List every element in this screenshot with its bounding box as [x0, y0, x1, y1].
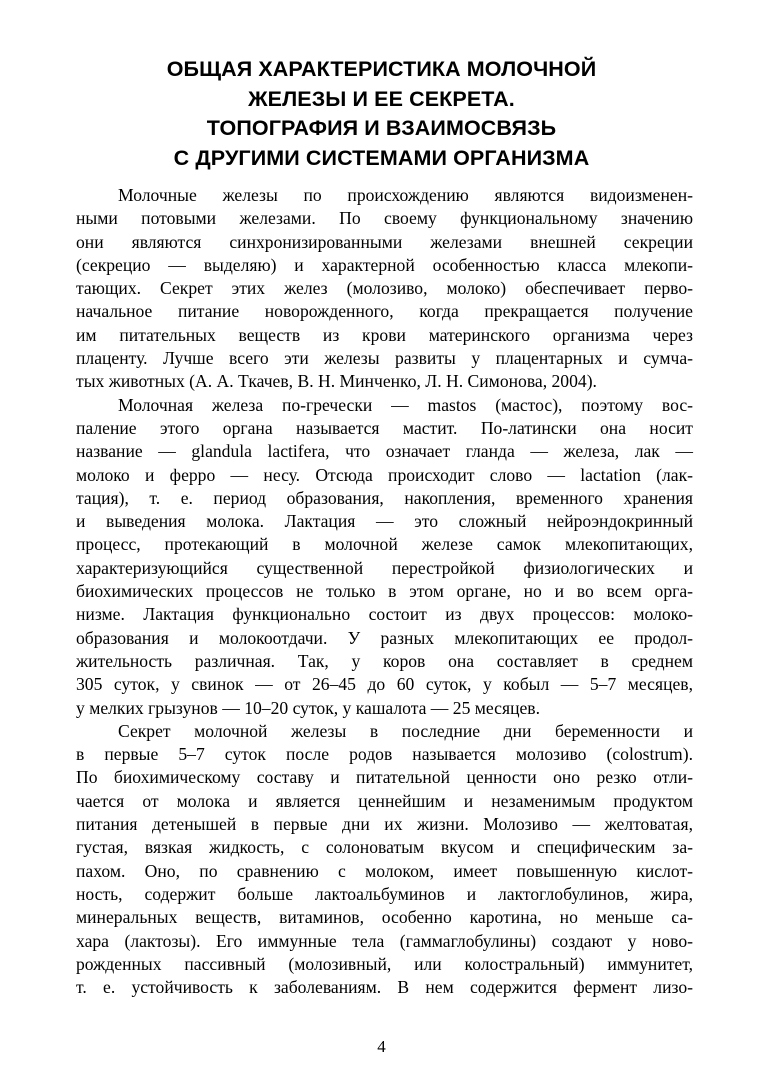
body-text: [76, 184, 693, 999]
text-line: они являются синхронизированными железами внешней секреции: [76, 231, 693, 252]
text-line: плаценту. Лучше всего эти железы развиты у плацентарных и сумча-: [76, 348, 693, 369]
title-line: С ДРУГИМИ СИСТЕМАМИ ОРГАНИЗМА: [173, 145, 590, 170]
title-line: ТОПОГРАФИЯ И ВЗАИМОСВЯЗЬ: [206, 116, 557, 140]
page-title: [60, 55, 703, 173]
text-line: Секрет молочной железы в последние дни беременности и: [118, 720, 693, 741]
text-line: в первые 5–7 суток после родов называется молозиво (colostrum).: [76, 744, 693, 765]
text-line: тация), т. е. период образования, накопления, временного хранения: [76, 487, 693, 508]
text-line: начальное питание новорожденного, когда прекращается получение: [76, 301, 693, 322]
text-line: Молочные железы по происхождению являются видоизменен-: [118, 185, 693, 205]
text-line: тающих. Секрет этих желез (молозиво, молоко) обеспечивает перво-: [76, 278, 693, 299]
text-line: процесс, протекающий в молочной железе самок млекопитающих,: [76, 534, 693, 555]
text-line: молоко и ферро — несу. Отсюда происходит слово — lactation (лак-: [76, 464, 693, 485]
text-line: жительность различная. Так, у коров она составляет в среднем: [76, 650, 693, 671]
text-line: питания детенышей в первые дни их жизни. Молозиво — желтоватая,: [76, 814, 693, 835]
text-line: у мелких грызунов — 10–20 суток, у кашалота — 25 месяцев.: [76, 697, 541, 718]
text-line: низме. Лактация функционально состоит из двух процессов: молоко-: [76, 604, 693, 625]
text-line: Молочная железа по-гречески — mastos (мастос), поэтому вос-: [118, 394, 693, 415]
text-line: густая, вязкая жидкость, с солоноватым вкусом и специфическим за-: [76, 837, 693, 858]
text-line: (секрецио — выделяю) и характерной особенностью класса млекопи-: [76, 254, 693, 275]
text-line: название — glandula lactifera, что означает гланда — железа, лак —: [76, 441, 693, 462]
text-line: им питательных веществ из крови материнского организма через: [76, 324, 693, 345]
text-line: т. е. устойчивость к заболеваниям. В нем содержится фермент лизо-: [76, 977, 693, 998]
text-line: хара (лактозы). Его иммунные тела (гаммаглобулины) создают у ново-: [76, 930, 693, 951]
text-line: образования и молокоотдачи. У разных млекопитающих ее продол-: [76, 627, 693, 648]
text-line: биохимических процессов не только в этом органе, но и во всем орга-: [76, 581, 693, 602]
paragraph-origin: [76, 184, 693, 394]
text-line: ными потовыми железами. По своему функциональному значению: [76, 208, 693, 229]
paragraph-lactation: [76, 394, 693, 720]
text-line: 305 суток, у свинок — от 26–45 до 60 суток, у кобыл — 5–7 месяцев,: [76, 674, 693, 695]
text-line: ность, содержит больше лактоальбуминов и лактоглобулинов, жира,: [76, 883, 693, 904]
text-line: чается от молока и является ценнейшим и незаменимым продуктом: [76, 790, 693, 811]
text-line: характеризующийся существенной перестройкой физиологических и: [76, 557, 693, 578]
page-number: 4: [377, 1037, 386, 1056]
text-line: и выведения молока. Лактация — это сложный нейроэндокринный: [76, 511, 693, 532]
text-line: рожденных пассивный (молозивный, или колостральный) иммунитет,: [76, 953, 693, 974]
title-line: ОБЩАЯ ХАРАКТЕРИСТИКА МОЛОЧНОЙ: [166, 57, 597, 81]
text-line: паление этого органа называется мастит. По-латински она носит: [76, 417, 693, 438]
text-line: тых животных (А. А. Ткачев, В. Н. Минченко, Л. Н. Симонова, 2004).: [76, 371, 597, 392]
text-line: минеральных веществ, витаминов, особенно каротина, но меньше са-: [76, 907, 693, 928]
title-line: ЖЕЛЕЗЫ И ЕЕ СЕКРЕТА.: [248, 86, 515, 111]
text-line: По биохимическому составу и питательной ценности оно резко отли-: [76, 767, 693, 788]
paragraph-colostrum: [76, 720, 693, 1000]
text-line: пахом. Оно, по сравнению с молоком, имеет повышенную кислот-: [76, 860, 693, 881]
